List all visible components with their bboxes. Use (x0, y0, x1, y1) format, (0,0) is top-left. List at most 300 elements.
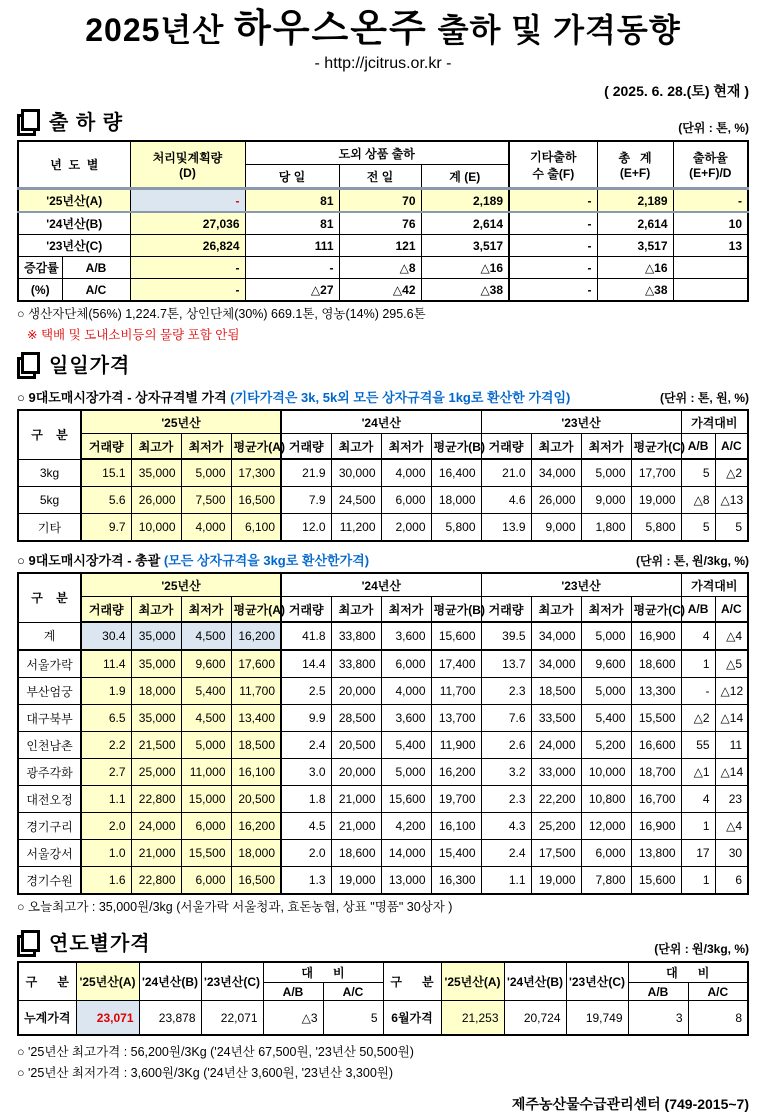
table-cell: 6,000 (381, 487, 431, 514)
table-cell: 5,000 (181, 459, 231, 487)
table-cell: 15,500 (631, 705, 681, 732)
section-title-daily: 일일가격 (49, 355, 131, 377)
table-cell: 6,000 (181, 867, 231, 895)
sub-header: 최고가 (131, 434, 181, 460)
table-cell: 5,000 (581, 622, 631, 650)
table-cell: 20,000 (331, 759, 381, 786)
table-cell: 13,700 (431, 705, 481, 732)
table-cell: 55 (681, 732, 715, 759)
col-header-plan (130, 141, 245, 189)
table-cell: 5,000 (581, 678, 631, 705)
section-yearly-header (17, 930, 749, 957)
col-header-outbound-group: 도외 상품 출하 (245, 141, 509, 165)
table-cell: 21.9 (281, 459, 331, 487)
table-cell: 26,000 (531, 487, 581, 514)
table-cell: 14.4 (281, 650, 331, 678)
table-cell: 28,500 (331, 705, 381, 732)
col-group-23: '23년산 (481, 573, 681, 597)
table-cell: 24,000 (131, 813, 181, 840)
unit-label-yearly: (단위 : 원/3kg, %) (654, 942, 749, 956)
col-header-sum-e: 계 (E) (421, 165, 509, 189)
table-cell: 21,253 (441, 1001, 504, 1036)
table-cell: 35,000 (131, 705, 181, 732)
table-cell: 2.0 (81, 813, 131, 840)
table-cell: 1.9 (81, 678, 131, 705)
table-cell: 4 (681, 786, 715, 813)
col-header-y24: '24년산(B) (139, 962, 201, 1001)
table-cell: 6,000 (581, 840, 631, 867)
market-table-title-text: ○ 9대도매시장가격 - 총괄 (17, 553, 164, 568)
table-cell: △8 (339, 257, 421, 279)
table-cell: 24,000 (531, 732, 581, 759)
table-cell: 21.0 (481, 459, 531, 487)
table-cell: 16,100 (431, 813, 481, 840)
row-label: '25년산(A) (18, 189, 130, 213)
table-cell: 17,300 (231, 459, 281, 487)
table-cell: 39.5 (481, 622, 531, 650)
row-label: '23년산(C) (18, 235, 130, 257)
table-cell: 1,800 (581, 514, 631, 542)
row-label: 경기구리 (18, 813, 81, 840)
col-header-y23: '23년산(C) (201, 962, 263, 1001)
shadowed-square-icon (17, 930, 40, 957)
row-label: 인천남촌 (18, 732, 81, 759)
sub-header-ab: A/B (628, 983, 688, 1001)
table-cell: 3 (628, 1001, 688, 1036)
col-header-today: 당 일 (245, 165, 339, 189)
table-cell: 6,000 (181, 813, 231, 840)
col-header-y23: '23년산(C) (566, 962, 628, 1001)
table-cell: 16,200 (231, 622, 281, 650)
table-cell: 1.3 (281, 867, 331, 895)
table-row (18, 459, 748, 487)
table-cell: 16,400 (431, 459, 481, 487)
table-cell: 10 (673, 212, 748, 235)
sub-header: 평균가(A) (231, 597, 281, 623)
sub-header: 최고가 (131, 597, 181, 623)
section-title-yearly: 연도별가격 (49, 933, 151, 955)
table-cell: △42 (339, 279, 421, 302)
table-cell: 25,200 (531, 813, 581, 840)
table-cell: 70 (339, 189, 421, 213)
sub-header: 최저가 (581, 434, 631, 460)
site-url: - http://jcitrus.or.kr - (314, 55, 452, 72)
table-cell: 12,000 (581, 813, 631, 840)
table-cell: 4,000 (381, 678, 431, 705)
table-cell: 18,700 (631, 759, 681, 786)
table-cell: 19,700 (431, 786, 481, 813)
table-cell: 3,600 (381, 622, 431, 650)
table-cell: 33,800 (331, 622, 381, 650)
table-cell: △16 (597, 257, 673, 279)
table-cell: 11,700 (231, 678, 281, 705)
table-cell: 11,700 (431, 678, 481, 705)
table-cell: 20,724 (504, 1001, 566, 1036)
table-cell: 5 (681, 459, 715, 487)
table-row (18, 678, 748, 705)
table-cell: 13.9 (481, 514, 531, 542)
yearly-price-table (17, 961, 749, 1036)
sub-header: 평균가(C) (631, 434, 681, 460)
today-high-note: ○ 오늘최고가 : 35,000원/3kg (서울가락 서울청과, 효돈농협, 상표 "명품" 30상자 ) (17, 900, 453, 914)
table-cell: 17,500 (531, 840, 581, 867)
table-cell: 4,000 (381, 459, 431, 487)
row-label: 대구북부 (18, 705, 81, 732)
col-group-compare: 대 비 (263, 962, 383, 983)
col-header-gubun: 구 분 (383, 962, 441, 1001)
table-cell: 20,500 (231, 786, 281, 813)
table-cell: 16,900 (631, 813, 681, 840)
table-cell: 10,000 (131, 514, 181, 542)
table-cell: 2.0 (281, 840, 331, 867)
yearly-note-2: ○ '25년산 최저가격 : 3,600원/3Kg ('24년산 3,600원, '23년산 3,300원) (17, 1066, 394, 1080)
table-cell: 2,000 (381, 514, 431, 542)
table-cell: 2,189 (421, 189, 509, 213)
table-cell: 7,500 (181, 487, 231, 514)
table-cell: 111 (245, 235, 339, 257)
sub-header: 거래량 (481, 434, 531, 460)
table-cell: - (130, 189, 245, 213)
table-cell: - (130, 257, 245, 279)
shadowed-square-icon (17, 109, 40, 136)
table-cell: 5,400 (581, 705, 631, 732)
table-row (18, 786, 748, 813)
table-cell: 5 (323, 1001, 383, 1036)
table-cell: 4,500 (181, 705, 231, 732)
table-cell: 2.4 (281, 732, 331, 759)
table-cell: 1.8 (281, 786, 331, 813)
table-cell: △4 (715, 622, 748, 650)
row-label: 계 (18, 622, 81, 650)
col-group-compare: 가격대비 (681, 410, 748, 434)
table-cell: 19,000 (631, 487, 681, 514)
yearly-note-1: ○ '25년산 최고가격 : 56,200원/3Kg ('24년산 67,500원, '23년산 50,500원) (17, 1045, 414, 1059)
sub-header: 거래량 (281, 434, 331, 460)
shipment-note-2: ※ 택배 및 도내소비등의 물량 포함 안됨 (27, 328, 240, 342)
box-table-title-row (17, 387, 749, 406)
col-header-rate-line2: (E+F)/D (689, 166, 732, 180)
table-cell: 15,400 (431, 840, 481, 867)
section-daily-header (17, 352, 749, 379)
table-cell: 9,600 (581, 650, 631, 678)
table-cell: 18,500 (531, 678, 581, 705)
box-table-title (17, 387, 570, 406)
table-cell: △38 (597, 279, 673, 302)
table-cell: △8 (681, 487, 715, 514)
row-label: 6월가격 (383, 1001, 441, 1036)
sub-header: 최저가 (581, 597, 631, 623)
table-cell: 6 (715, 867, 748, 895)
sub-header: 최저가 (381, 597, 431, 623)
table-cell: 33,800 (331, 650, 381, 678)
table-cell: 11.4 (81, 650, 131, 678)
table-cell: 1.1 (81, 786, 131, 813)
table-cell: - (509, 257, 597, 279)
table-cell: 11,200 (331, 514, 381, 542)
table-cell: 16,200 (231, 813, 281, 840)
section-shipment-header (17, 109, 749, 136)
table-cell: 20,000 (331, 678, 381, 705)
sub-header: A/B (681, 434, 715, 460)
col-header-y25: '25년산(A) (76, 962, 139, 1001)
table-cell: △2 (715, 459, 748, 487)
title-brand: 하우스온주 (234, 8, 428, 50)
table-cell: 16,100 (231, 759, 281, 786)
table-cell: 6.5 (81, 705, 131, 732)
table-cell: 5,200 (581, 732, 631, 759)
table-row (18, 514, 748, 542)
table-cell: △27 (245, 279, 339, 302)
table-cell: 41.8 (281, 622, 331, 650)
table-cell: 13.7 (481, 650, 531, 678)
table-cell: 35,000 (131, 650, 181, 678)
table-cell: △14 (715, 759, 748, 786)
col-header-total-line1: 총 계 (618, 151, 652, 165)
unit-label-shipment: (단위 : 톤, %) (678, 121, 749, 135)
daily-market-price-table (17, 572, 749, 895)
table-cell: 22,071 (201, 1001, 263, 1036)
table-cell: 3,600 (381, 705, 431, 732)
table-cell: 5,800 (431, 514, 481, 542)
table-cell: 22,800 (131, 786, 181, 813)
table-cell: 18,500 (231, 732, 281, 759)
sub-header: 최고가 (331, 597, 381, 623)
table-cell: 5,000 (381, 759, 431, 786)
table-cell: 26,824 (130, 235, 245, 257)
table-cell: 2.5 (281, 678, 331, 705)
table-cell: 7,800 (581, 867, 631, 895)
col-group-25: '25년산 (81, 573, 281, 597)
daily-box-price-table (17, 409, 749, 542)
table-cell: 21,000 (331, 813, 381, 840)
table-cell: - (509, 279, 597, 302)
table-cell: 18,600 (331, 840, 381, 867)
col-header-plan-line1: 처리및계획량 (152, 151, 223, 165)
table-cell: 7.9 (281, 487, 331, 514)
table-cell: 13,300 (631, 678, 681, 705)
table-cell: 13,400 (231, 705, 281, 732)
footer-organization: 제주농산물수급관리센터 (749-2015~7) (511, 1096, 749, 1112)
col-group-23: '23년산 (481, 410, 681, 434)
table-cell: △13 (715, 487, 748, 514)
sub-header: 거래량 (281, 597, 331, 623)
table-cell: 18,000 (431, 487, 481, 514)
table-cell: △16 (421, 257, 509, 279)
table-cell: 15,500 (181, 840, 231, 867)
row-label: '24년산(B) (18, 212, 130, 235)
table-cell: 34,000 (531, 650, 581, 678)
sub-header-ab: A/B (263, 983, 323, 1001)
table-cell: 2.3 (481, 786, 531, 813)
table-cell: 21,500 (131, 732, 181, 759)
row-label: 기타 (18, 514, 81, 542)
row-label: 누계가격 (18, 1001, 76, 1036)
table-cell: 3.2 (481, 759, 531, 786)
table-cell: 9,600 (181, 650, 231, 678)
sub-header: A/B (681, 597, 715, 623)
table-cell: - (509, 212, 597, 235)
table-cell: 4.6 (481, 487, 531, 514)
table-row-change-ab (18, 257, 748, 279)
row-label: A/B (62, 257, 130, 279)
table-cell: 15.1 (81, 459, 131, 487)
table-cell: 18,600 (631, 650, 681, 678)
table-row (18, 705, 748, 732)
table-cell: 21,000 (331, 786, 381, 813)
table-cell: 5,400 (181, 678, 231, 705)
sub-header-ac: A/C (688, 983, 748, 1001)
table-cell: 81 (245, 212, 339, 235)
table-cell: 20,500 (331, 732, 381, 759)
table-cell: 22,800 (131, 867, 181, 895)
table-cell: △3 (263, 1001, 323, 1036)
shadowed-square-icon (17, 352, 40, 379)
col-group-compare: 대 비 (628, 962, 748, 983)
table-cell: 16,500 (231, 867, 281, 895)
title-prefix: 2025년산 (85, 12, 225, 48)
col-header-total-line2: (E+F) (619, 166, 651, 180)
table-cell: 9,000 (531, 514, 581, 542)
section-title-shipment: 출 하 량 (49, 112, 124, 134)
table-cell: 17,400 (431, 650, 481, 678)
table-cell: 1.0 (81, 840, 131, 867)
table-cell: 16,300 (431, 867, 481, 895)
table-cell: 33,000 (531, 759, 581, 786)
table-cell: 5 (715, 514, 748, 542)
table-row-24 (18, 212, 748, 235)
table-cell: 5 (681, 514, 715, 542)
market-table-title-note: (모든 상자규격을 3kg로 환산한가격) (163, 553, 370, 568)
sub-header: 최고가 (531, 597, 581, 623)
table-cell: 17,600 (231, 650, 281, 678)
sub-header: 거래량 (81, 434, 131, 460)
col-header-y25: '25년산(A) (441, 962, 504, 1001)
table-cell: 4.5 (281, 813, 331, 840)
col-header-plan-line2: (D) (179, 166, 196, 180)
table-cell: 14,000 (381, 840, 431, 867)
table-cell: 1 (681, 650, 715, 678)
table-row-23 (18, 235, 748, 257)
table-cell: 17 (681, 840, 715, 867)
row-label: 부산엄궁 (18, 678, 81, 705)
table-cell: 1.6 (81, 867, 131, 895)
row-label: A/C (62, 279, 130, 302)
table-cell: 4,000 (181, 514, 231, 542)
sub-header: 최저가 (181, 434, 231, 460)
table-cell: 15,600 (431, 622, 481, 650)
col-header-gubun: 구 분 (18, 410, 81, 459)
row-label: (%) (18, 279, 62, 302)
table-cell: 16,700 (631, 786, 681, 813)
row-label: 경기수원 (18, 867, 81, 895)
table-cell: △14 (715, 705, 748, 732)
table-cell: 6,000 (381, 650, 431, 678)
col-header-etc-line2: 수 출(F) (532, 166, 575, 181)
col-header-prev: 전 일 (339, 165, 421, 189)
sub-header: 평균가(B) (431, 597, 481, 623)
box-table-title-note: (기타가격은 3k, 5k외 모든 상자규격을 1kg로 환산한 가격임) (230, 390, 571, 405)
table-cell: 3,517 (421, 235, 509, 257)
shipment-note-1: ○ 생산자단체(56%) 1,224.7톤, 상인단체(30%) 669.1톤, 영농(14%) 295.6톤 (17, 307, 426, 321)
table-cell: 5,400 (381, 732, 431, 759)
table-cell (673, 279, 748, 302)
table-cell: 2.3 (481, 678, 531, 705)
table-cell: - (673, 189, 748, 213)
sub-header: 평균가(A) (231, 434, 281, 460)
box-table-title-text: ○ 9대도매시장가격 - 상자규격별 가격 (17, 390, 231, 405)
table-cell: 4,200 (381, 813, 431, 840)
table-cell: 3.0 (281, 759, 331, 786)
table-cell: 34,000 (531, 459, 581, 487)
table-cell: 4 (681, 622, 715, 650)
table-cell: 16,900 (631, 622, 681, 650)
col-header-etc (509, 141, 597, 189)
col-header-rate (673, 141, 748, 189)
table-cell: △12 (715, 678, 748, 705)
table-cell: 13,800 (631, 840, 681, 867)
sub-header: 최저가 (181, 597, 231, 623)
table-cell: - (130, 279, 245, 302)
table-cell: 30.4 (81, 622, 131, 650)
table-cell: - (509, 235, 597, 257)
table-cell: 21,000 (131, 840, 181, 867)
col-group-24: '24년산 (281, 410, 481, 434)
table-cell: 19,000 (531, 867, 581, 895)
table-cell: 33,500 (531, 705, 581, 732)
table-cell: 19,749 (566, 1001, 628, 1036)
row-label: 증감률 (18, 257, 62, 279)
table-cell: 16,500 (231, 487, 281, 514)
table-cell: - (681, 678, 715, 705)
table-cell: 19,000 (331, 867, 381, 895)
table-row (18, 813, 748, 840)
table-cell: - (509, 189, 597, 213)
sub-header: 최고가 (531, 434, 581, 460)
table-cell: 13,000 (381, 867, 431, 895)
table-cell: 30,000 (331, 459, 381, 487)
table-cell: 11,000 (181, 759, 231, 786)
table-cell: 25,000 (131, 759, 181, 786)
market-table-title-row (17, 550, 749, 569)
table-row (18, 732, 748, 759)
row-label: 광주각화 (18, 759, 81, 786)
table-cell: 1 (681, 813, 715, 840)
sub-header: 거래량 (81, 597, 131, 623)
sub-header: 최저가 (381, 434, 431, 460)
col-header-total (597, 141, 673, 189)
table-cell: 18,000 (231, 840, 281, 867)
table-cell: 2.2 (81, 732, 131, 759)
table-row (18, 867, 748, 895)
sub-header: A/C (715, 597, 748, 623)
table-cell: 9.9 (281, 705, 331, 732)
table-cell: 9,000 (581, 487, 631, 514)
col-header-gubun: 구 분 (18, 573, 81, 622)
table-cell: 5.6 (81, 487, 131, 514)
table-cell: 2,614 (421, 212, 509, 235)
col-header-rate-line1: 출하율 (692, 151, 728, 165)
table-cell: 27,036 (130, 212, 245, 235)
col-group-compare: 가격대비 (681, 573, 748, 597)
row-label: 5kg (18, 487, 81, 514)
col-header-gubun: 구 분 (18, 962, 76, 1001)
as-of-date: ( 2025. 6. 28.(토) 현재 ) (604, 83, 749, 99)
table-cell: 4.3 (481, 813, 531, 840)
table-cell: 23,071 (76, 1001, 139, 1036)
table-cell: △2 (681, 705, 715, 732)
table-cell: 1 (681, 867, 715, 895)
unit-label-market-table: (단위 : 톤, 원/3kg, %) (635, 554, 749, 568)
